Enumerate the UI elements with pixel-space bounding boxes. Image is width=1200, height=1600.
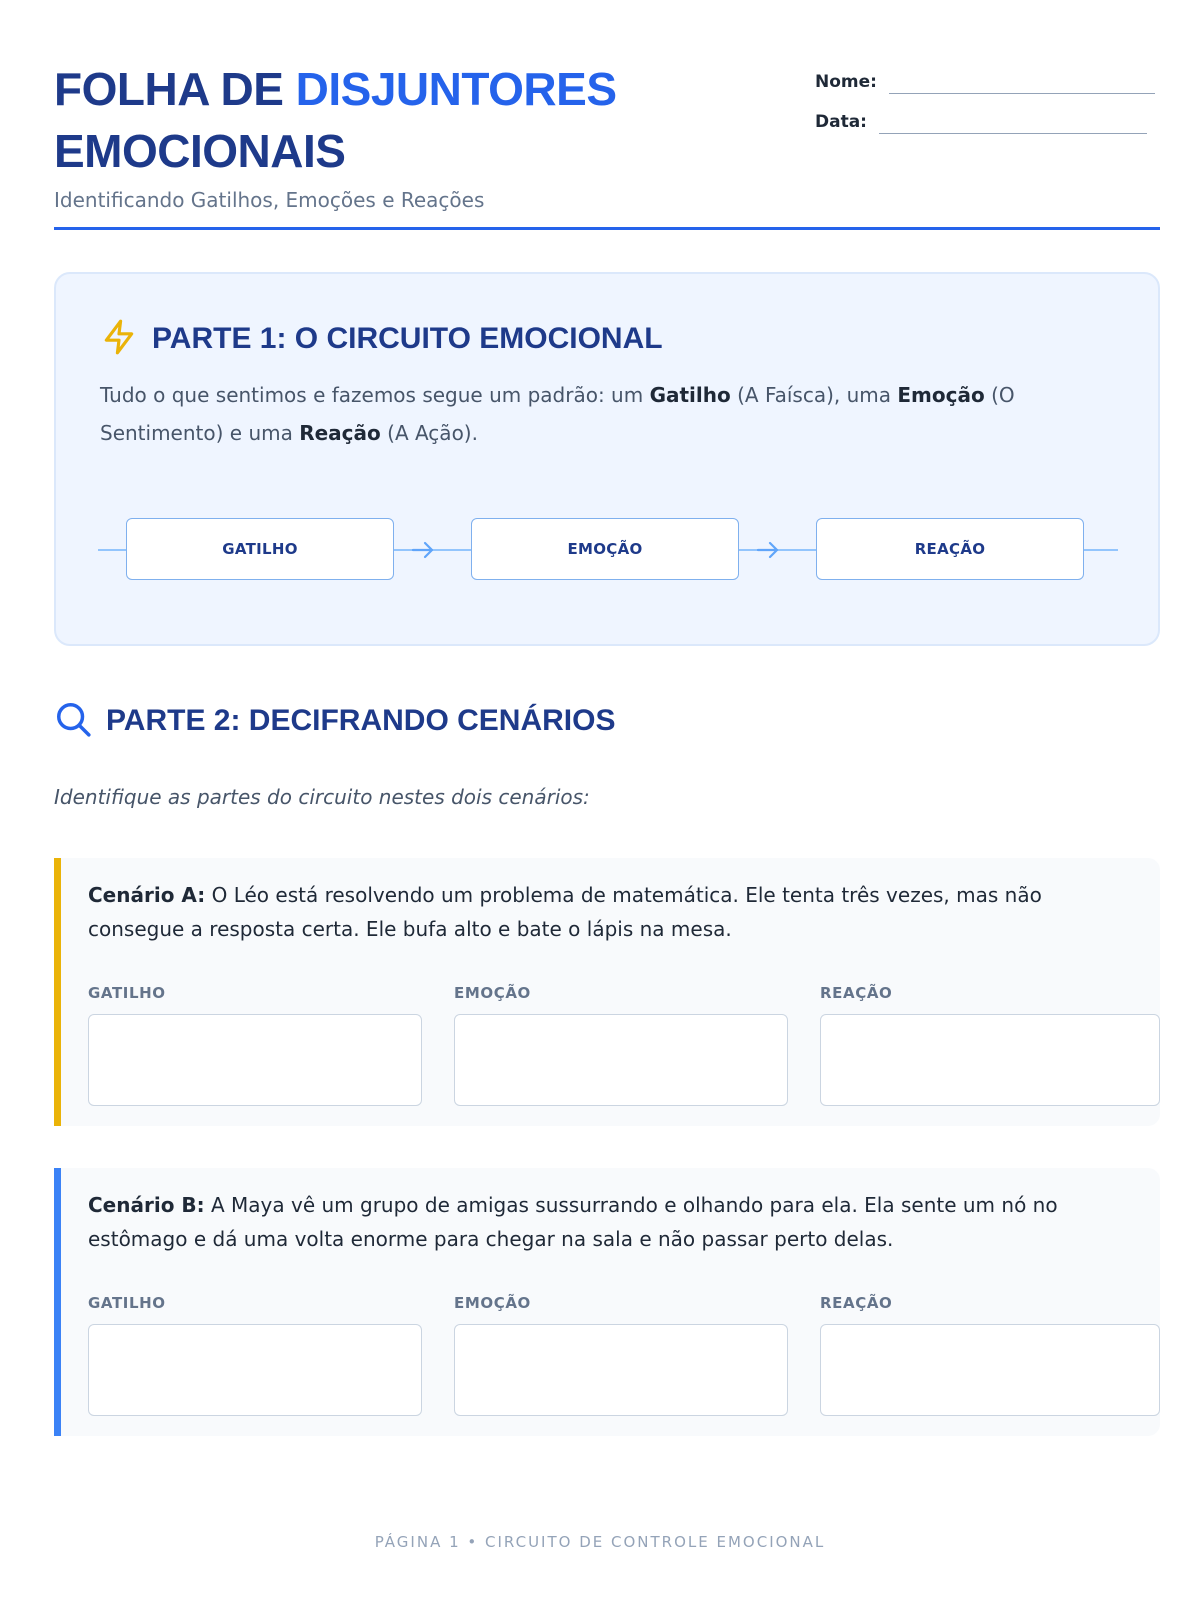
header-divider	[54, 227, 1160, 230]
student-info	[815, 58, 1160, 138]
page-footer: PÁGINA 1 • CIRCUITO DE CONTROLE EMOCIONAL	[374, 1533, 826, 1551]
scenario-text: Cenário A: O Léo está resolvendo um problema de matemática. Ele tenta três vezes, mas não consegue a resposta certa. Ele bufa alto e bate o lápis na mesa.	[88, 883, 1042, 941]
title-block	[54, 58, 734, 212]
field-label-reacao: REAÇÃO	[820, 984, 893, 1002]
field-label-emocao: EMOÇÃO	[454, 1294, 531, 1312]
part1-description: Tudo o que sentimos e fazemos segue um padrão: um Gatilho (A Faísca), uma Emoção (O Sentimento) e uma Reação (A Ação).	[100, 383, 1015, 445]
scenario-accent-bar	[54, 1168, 61, 1436]
flow-box-reacao: REAÇÃO	[816, 518, 1084, 580]
part2-heading	[54, 700, 615, 742]
arrow-right-icon	[755, 538, 781, 562]
answer-box-gatilho[interactable]	[88, 1014, 422, 1106]
part2-intro: Identifique as partes do circuito nestes dois cenários:	[54, 785, 590, 809]
name-field[interactable]	[889, 93, 1155, 94]
scenario-text: Cenário B: A Maya vê um grupo de amigas sussurrando e olhando para ela. Ela sente um nó no estômago e dá uma volta enorme para chegar na sala e não passar perto delas.	[88, 1193, 1058, 1251]
date-field[interactable]	[879, 133, 1147, 134]
date-label: Data:	[815, 112, 867, 132]
arrow-right-icon	[410, 538, 436, 562]
scenario-card-b	[54, 1168, 1160, 1436]
date-row	[815, 98, 1160, 138]
scenario-card-a	[54, 858, 1160, 1126]
part1-panel	[54, 272, 1160, 646]
scenario-accent-bar	[54, 858, 61, 1126]
title-text-2: EMOCIONAIS	[54, 125, 346, 177]
title-accent: DISJUNTORES	[295, 63, 617, 115]
field-label-emocao: EMOÇÃO	[454, 984, 531, 1002]
flow-box-gatilho: GATILHO	[126, 518, 394, 580]
page-title	[54, 58, 734, 182]
answer-box-emocao[interactable]	[454, 1014, 788, 1106]
lightning-icon	[100, 318, 138, 360]
answer-box-reacao[interactable]	[820, 1324, 1160, 1416]
circuit-flow	[98, 518, 1118, 582]
title-text-1: FOLHA DE	[54, 63, 296, 115]
part1-heading	[100, 318, 663, 360]
answer-box-gatilho[interactable]	[88, 1324, 422, 1416]
name-label: Nome:	[815, 72, 877, 92]
field-label-gatilho: GATILHO	[88, 1294, 166, 1312]
part2-title: PARTE 2: DECIFRANDO CENÁRIOS	[106, 704, 616, 737]
part1-title: PARTE 1: O CIRCUITO EMOCIONAL	[152, 322, 663, 355]
name-row	[815, 58, 1160, 98]
answer-box-reacao[interactable]	[820, 1014, 1160, 1106]
field-label-reacao: REAÇÃO	[820, 1294, 893, 1312]
page-subtitle: Identificando Gatilhos, Emoções e Reações	[54, 188, 485, 212]
field-label-gatilho: GATILHO	[88, 984, 166, 1002]
search-icon	[54, 700, 92, 742]
answer-box-emocao[interactable]	[454, 1324, 788, 1416]
flow-box-emocao: EMOÇÃO	[471, 518, 739, 580]
